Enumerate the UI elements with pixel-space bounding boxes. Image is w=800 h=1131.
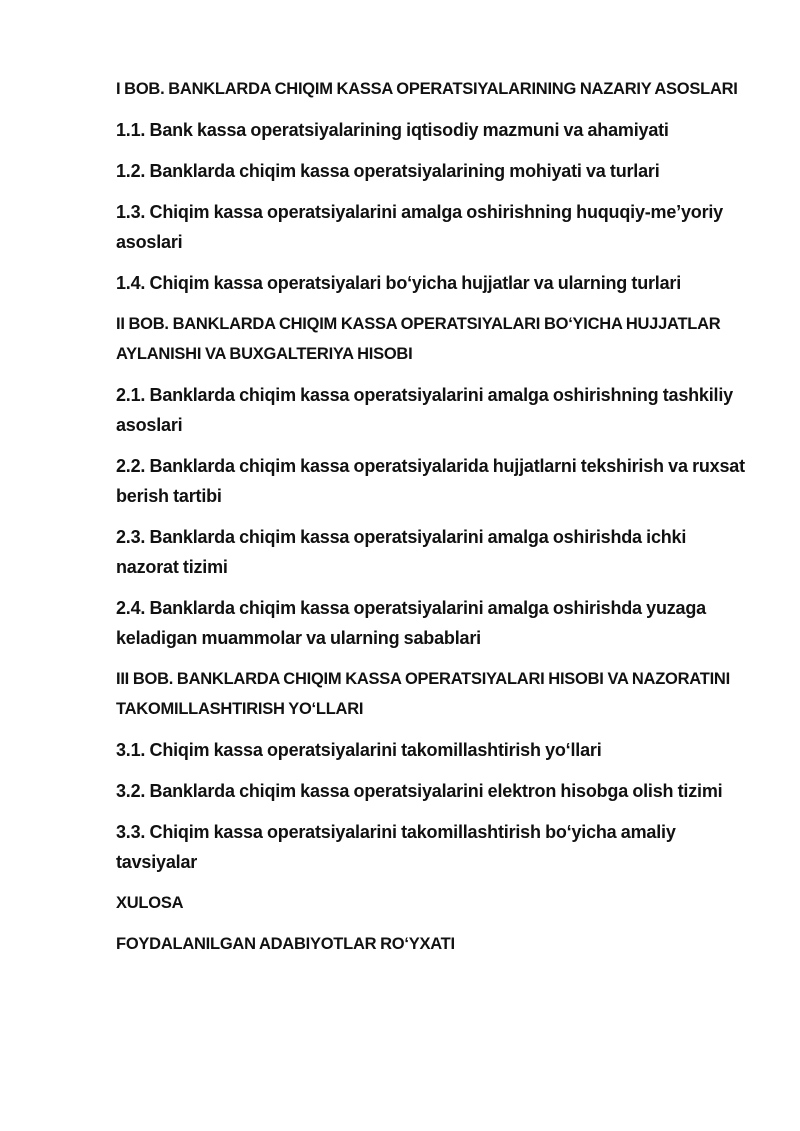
table-of-contents: [116, 74, 746, 970]
toc-references-heading: FOYDALANILGAN ADABIYOTLAR RO‘YXATI: [116, 935, 455, 953]
toc-section-2-3: 2.3. Banklarda chiqim kassa operatsiyalarini amalga oshirishda ichki nazorat tizimi: [116, 527, 687, 577]
toc-section-1-1: 1.1. Bank kassa operatsiyalarining iqtisodiy mazmuni va ahamiyati: [116, 120, 669, 140]
toc-section-3-1: 3.1. Chiqim kassa operatsiyalarini takomillashtirish yo‘llari: [116, 740, 602, 760]
toc-section-2-2: 2.2. Banklarda chiqim kassa operatsiyalarida hujjatlarni tekshirish va ruxsat berish tartibi: [116, 456, 745, 506]
toc-chapter-2-heading: II BOB. BANKLARDA CHIQIM KASSA OPERATSIYALARI BO‘YICHA HUJJATLAR AYLANISHI VA BUXGALTERIYA HISOBI: [116, 315, 721, 363]
toc-section-1-2: 1.2. Banklarda chiqim kassa operatsiyalarining mohiyati va turlari: [116, 161, 660, 181]
toc-section-3-3: 3.3. Chiqim kassa operatsiyalarini takomillashtirish bo‘yicha amaliy tavsiyalar: [116, 822, 676, 872]
toc-section-3-2: 3.2. Banklarda chiqim kassa operatsiyalarini elektron hisobga olish tizimi: [116, 781, 723, 801]
toc-section-1-3: 1.3. Chiqim kassa operatsiyalarini amalga oshirishning huquqiy-me’yoriy asoslari: [116, 202, 723, 252]
toc-section-2-1: 2.1. Banklarda chiqim kassa operatsiyalarini amalga oshirishning tashkiliy asoslari: [116, 385, 733, 435]
toc-chapter-3-heading: III BOB. BANKLARDA CHIQIM KASSA OPERATSIYALARI HISOBI VA NAZORATINI TAKOMILLASHTIRISH YO‘LLARI: [116, 670, 730, 718]
toc-chapter-1-heading: I BOB. BANKLARDA CHIQIM KASSA OPERATSIYALARINING NAZARIY ASOSLARI: [116, 80, 738, 98]
toc-section-2-4: 2.4. Banklarda chiqim kassa operatsiyalarini amalga oshirishda yuzaga keladigan muammolar va ularning sabablari: [116, 598, 706, 648]
toc-conclusion-heading: XULOSA: [116, 894, 184, 912]
toc-section-1-4: 1.4. Chiqim kassa operatsiyalari bo‘yicha hujjatlar va ularning turlari: [116, 273, 682, 293]
